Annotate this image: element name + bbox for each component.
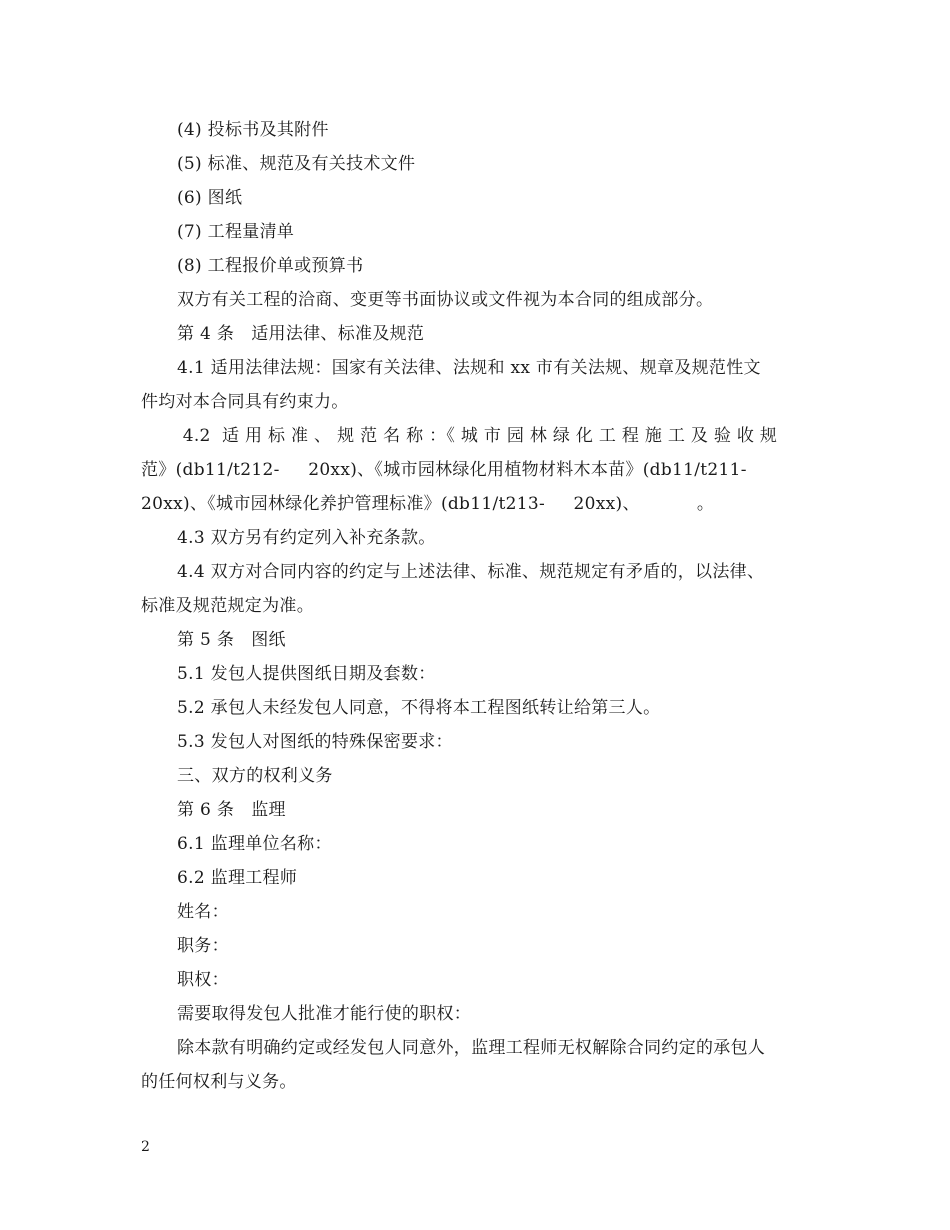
section-heading: 第 4 条 适用法律、标准及规范 <box>177 324 425 344</box>
paragraph-line: 姓名： <box>177 902 229 922</box>
paragraph-line: 5.2 承包人未经发包人同意，不得将本工程图纸转让给第三人。 <box>177 698 661 718</box>
paragraph-line: (5) 标准、规范及有关技术文件 <box>177 154 416 174</box>
paragraph-line: 双方有关工程的洽商、变更等书面协议或文件视为本合同的组成部分。 <box>177 290 714 310</box>
paragraph-line: 4.1 适用法律法规：国家有关法律、法规和 xx 市有关法规、规章及规范性文 <box>177 358 761 378</box>
paragraph-line: 4.2 适 用 标 准 、 规 范 名 称 ：《 城 市 园 林 绿 化 工 程 施 工 及 验 收 规 <box>177 426 778 446</box>
paragraph-line: 的任何权利与义务。 <box>141 1072 297 1092</box>
section-heading: 第 5 条 图纸 <box>177 630 286 650</box>
paragraph-line: (7) 工程量清单 <box>177 222 295 242</box>
paragraph-line: 需要取得发包人批准才能行使的职权： <box>177 1004 472 1024</box>
paragraph-line: 5.1 发包人提供图纸日期及套数： <box>177 664 436 684</box>
paragraph-line: 范》(db11/t212- 20xx)、《城市园林绿化用植物材料木本苗》(db11/t211- <box>141 460 747 480</box>
paragraph-line: 件均对本合同具有约束力。 <box>141 392 349 412</box>
paragraph-line: (4) 投标书及其附件 <box>177 120 329 140</box>
paragraph-line: (6) 图纸 <box>177 188 243 208</box>
chapter-heading: 三、双方的权利义务 <box>177 766 333 786</box>
paragraph-line: 职务： <box>177 936 229 956</box>
document-body <box>141 113 811 1099</box>
paragraph-line: 4.3 双方另有约定列入补充条款。 <box>177 528 436 548</box>
paragraph-line: 5.3 发包人对图纸的特殊保密要求： <box>177 732 453 752</box>
paragraph-line: 4.4 双方对合同内容的约定与上述法律、标准、规范规定有矛盾的，以法律、 <box>177 562 765 582</box>
paragraph-line: 6.2 监理工程师 <box>177 868 298 888</box>
paragraph-line: 6.1 监理单位名称： <box>177 834 332 854</box>
paragraph-line: 20xx)、《城市园林绿化养护管理标准》(db11/t213- 20xx)、 。 <box>141 494 715 514</box>
paragraph-line: 除本款有明确约定或经发包人同意外，监理工程师无权解除合同约定的承包人 <box>177 1038 766 1058</box>
paragraph-line: (8) 工程报价单或预算书 <box>177 256 364 276</box>
paragraph-line: 标准及规范规定为准。 <box>141 596 314 616</box>
section-heading: 第 6 条 监理 <box>177 800 286 820</box>
paragraph-line: 职权： <box>177 970 229 990</box>
page-number: 2 <box>141 1139 150 1155</box>
